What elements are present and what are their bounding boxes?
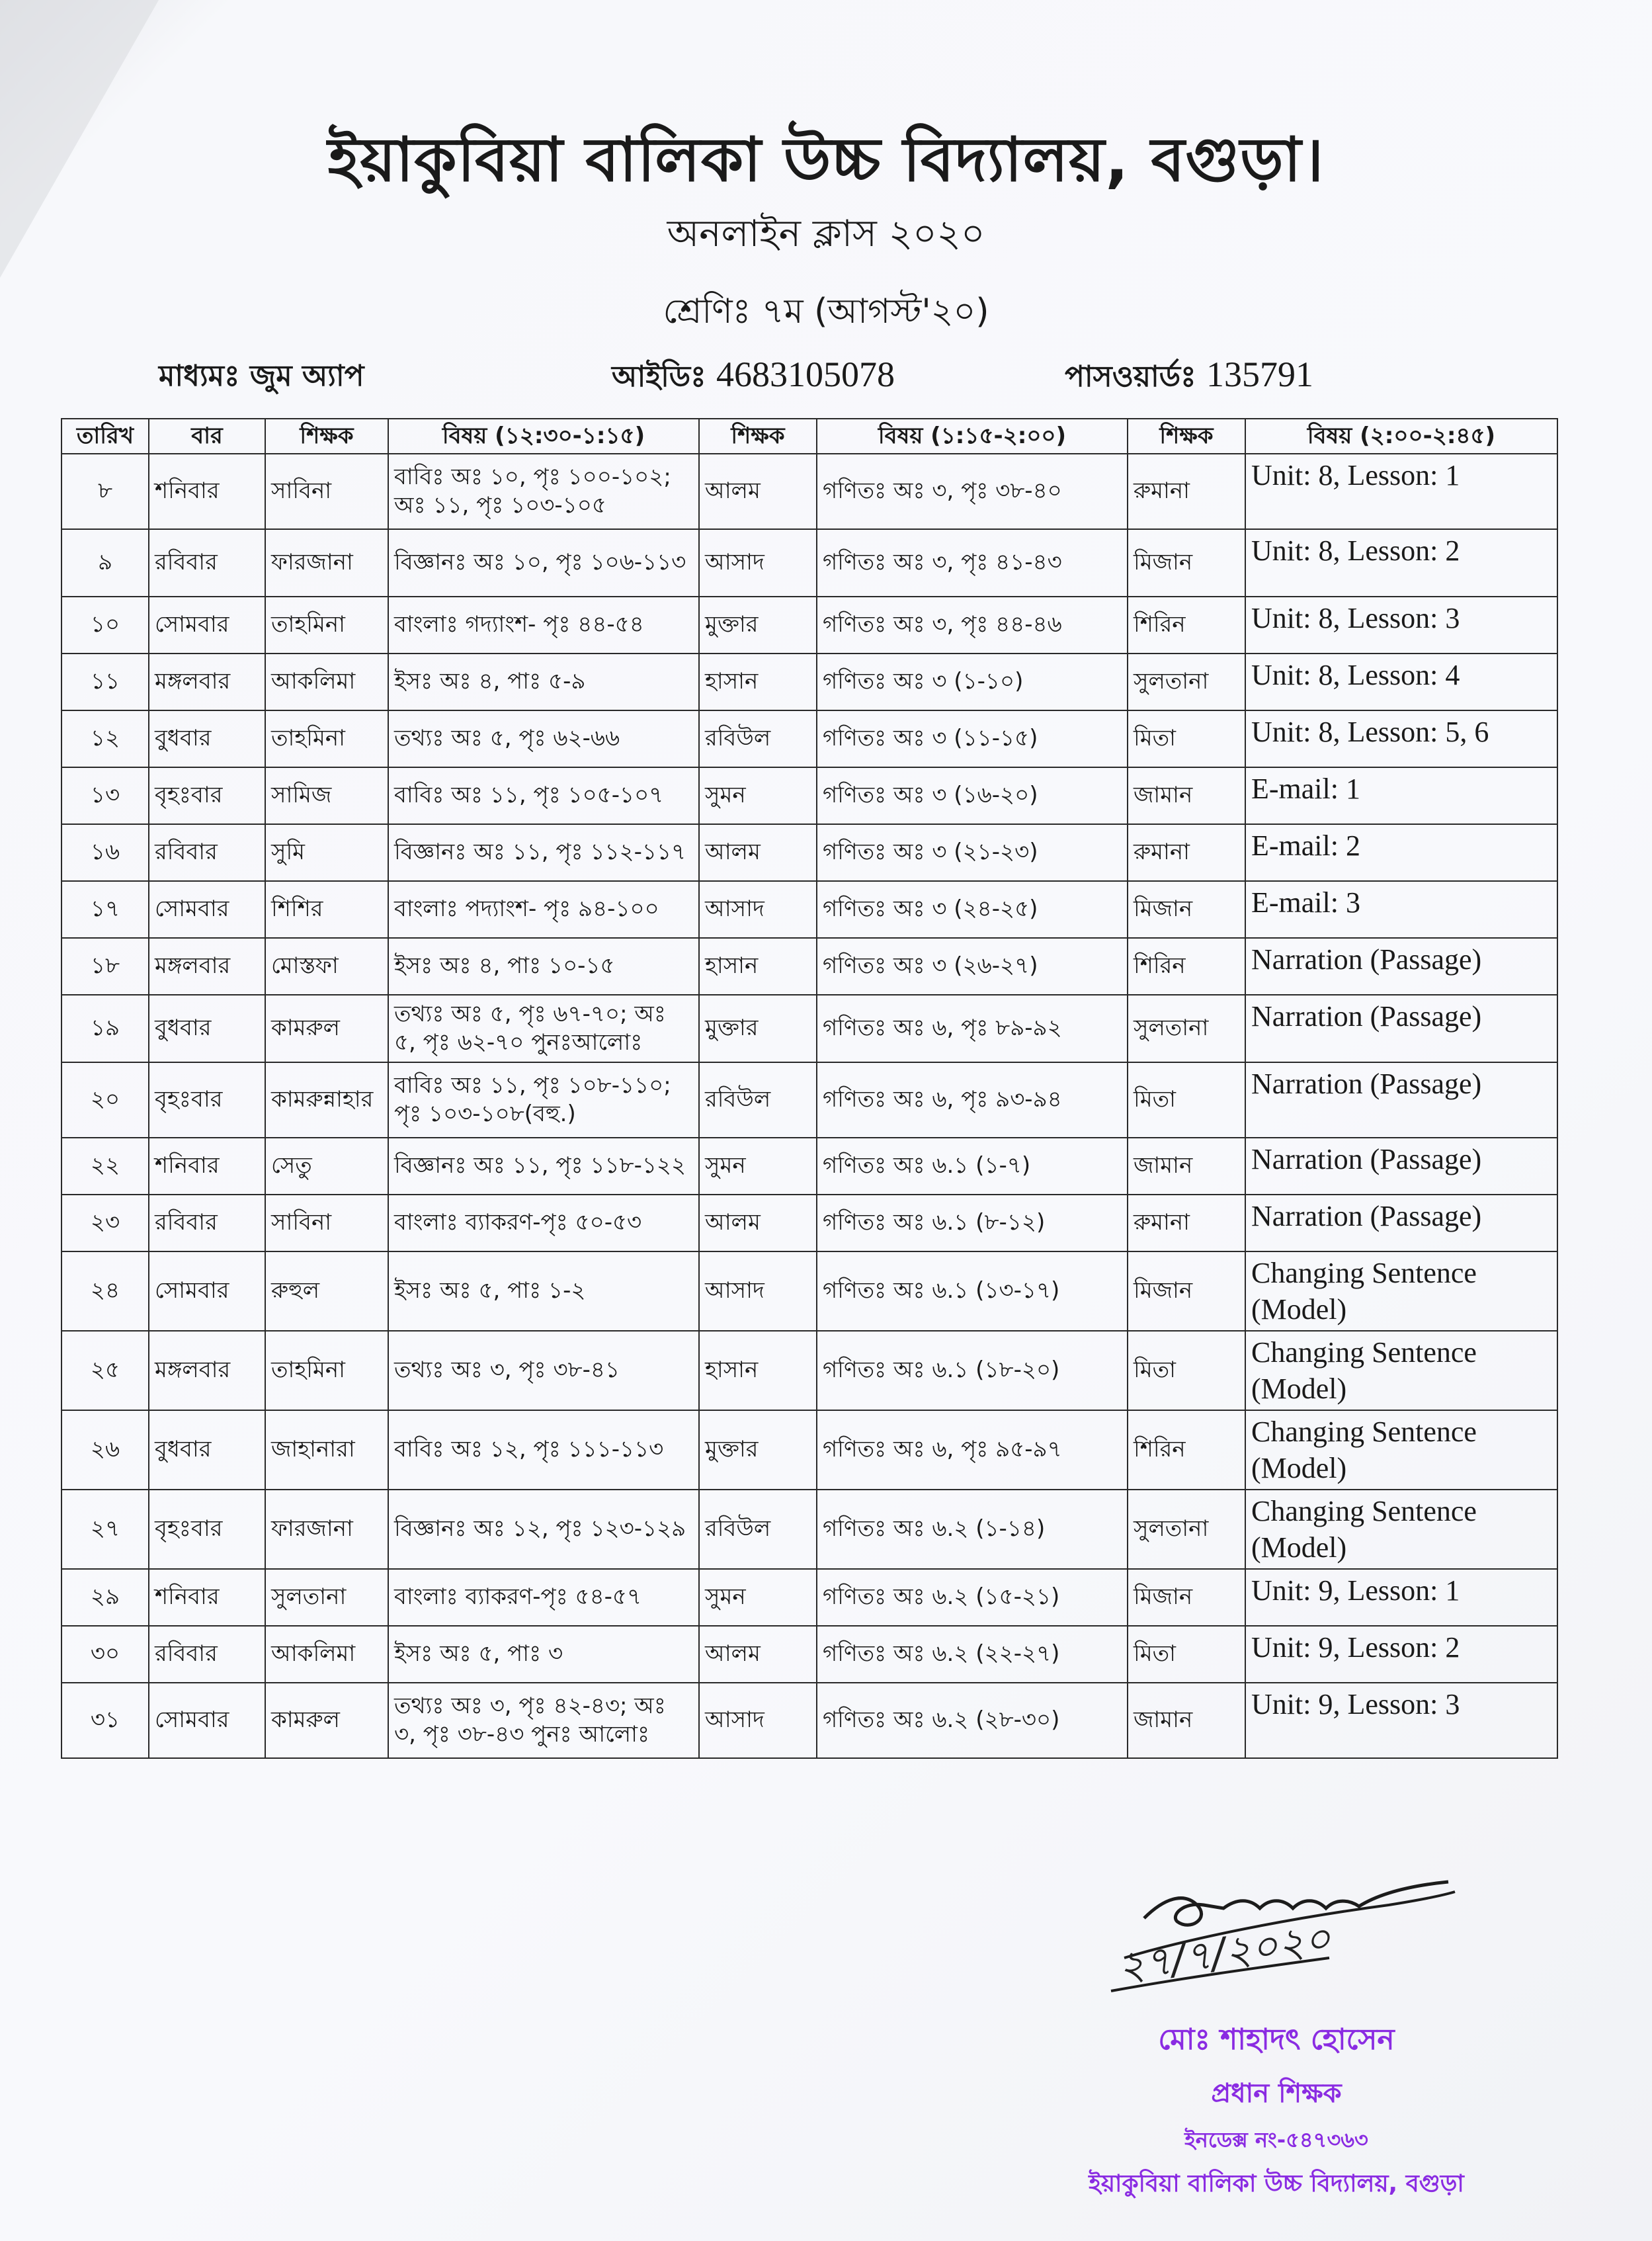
table-row [62, 1410, 1557, 1490]
table-cell: মিজান [1128, 881, 1245, 938]
table-cell: সুলতানা [1128, 1490, 1245, 1569]
table-cell: শনিবার [149, 454, 265, 529]
table-cell: Unit: 8, Lesson: 2 [1245, 529, 1557, 597]
table-cell: রবিউল [699, 1490, 817, 1569]
table-cell: বৃহঃবার [149, 767, 265, 824]
table-cell: গণিতঃ অঃ ৩, পৃঃ ৪১-৪৩ [817, 529, 1128, 597]
table-cell: তথ্যঃ অঃ ৩, পৃঃ ৪২-৪৩; অঃ ৩, পৃঃ ৩৮-৪৩ পুনঃ আলোঃ [388, 1683, 699, 1758]
table-row [62, 1683, 1557, 1758]
table-cell: গণিতঃ অঃ ৬.১ (১-৭) [817, 1138, 1128, 1195]
table-cell: কামরুল [265, 995, 388, 1062]
signature-date: ২৭/৭/২০২০ [1114, 1913, 1334, 1992]
table-row [62, 1569, 1557, 1626]
table-cell: আকলিমা [265, 654, 388, 710]
table-cell: জামান [1128, 767, 1245, 824]
table-cell: ইসঃ অঃ ৫, পাঃ ৩ [388, 1626, 699, 1683]
table-cell: E-mail: 1 [1245, 767, 1557, 824]
table-cell: সাবিনা [265, 454, 388, 529]
column-header: বিষয় (২:০০-২:৪৫) [1245, 419, 1557, 454]
table-cell: মিতা [1128, 710, 1245, 767]
table-cell: বুধবার [149, 1410, 265, 1490]
table-cell: হাসান [699, 938, 817, 995]
medium-value: জুম অ্যাপ [249, 359, 364, 393]
table-cell: কামরুন্নাহার [265, 1062, 388, 1138]
table-cell: গণিতঃ অঃ ৬.২ (১-১৪) [817, 1490, 1128, 1569]
document-subtitle: অনলাইন ক্লাস ২০২০ [667, 212, 985, 255]
table-cell: Narration (Passage) [1245, 1195, 1557, 1251]
table-cell: বৃহঃবার [149, 1490, 265, 1569]
table-cell: মুক্তার [699, 1410, 817, 1490]
table-row [62, 824, 1557, 881]
table-row [62, 1331, 1557, 1410]
table-cell: রবিবার [149, 529, 265, 597]
table-cell: ২৪ [62, 1251, 149, 1331]
table-cell: ২৭ [62, 1490, 149, 1569]
table-cell: রুহুল [265, 1251, 388, 1331]
table-cell: রবিবার [149, 1626, 265, 1683]
table-cell: গণিতঃ অঃ ৬.১ (৮-১২) [817, 1195, 1128, 1251]
password-info [1065, 354, 1313, 403]
table-cell: ৩১ [62, 1683, 149, 1758]
table-cell: বাবিঃ অঃ ১১, পৃঃ ১০৫-১০৭ [388, 767, 699, 824]
table-cell: মোস্তফা [265, 938, 388, 995]
table-row [62, 881, 1557, 938]
table-cell: Unit: 8, Lesson: 1 [1245, 454, 1557, 529]
table-cell: রুমানা [1128, 1195, 1245, 1251]
table-row [62, 767, 1557, 824]
table-cell: Changing Sentence (Model) [1245, 1331, 1557, 1410]
table-cell: শনিবার [149, 1569, 265, 1626]
table-cell: রুমানা [1128, 824, 1245, 881]
table-cell: গণিতঃ অঃ ৩, পৃঃ ৩৮-৪০ [817, 454, 1128, 529]
table-cell: সোমবার [149, 597, 265, 654]
table-cell: মুক্তার [699, 597, 817, 654]
table-cell: গণিতঃ অঃ ৩ (২৬-২৭) [817, 938, 1128, 995]
table-cell: ইসঃ অঃ ৪, পাঃ ১০-১৫ [388, 938, 699, 995]
table-row [62, 597, 1557, 654]
column-header: বার [149, 419, 265, 454]
table-cell: রবিবার [149, 824, 265, 881]
table-cell: ১২ [62, 710, 149, 767]
table-cell: সোমবার [149, 881, 265, 938]
table-cell: তথ্যঃ অঃ ৩, পৃঃ ৩৮-৪১ [388, 1331, 699, 1410]
table-cell: Unit: 9, Lesson: 2 [1245, 1626, 1557, 1683]
table-cell: ২৬ [62, 1410, 149, 1490]
table-cell: ফারজানা [265, 529, 388, 597]
table-cell: ২০ [62, 1062, 149, 1138]
table-cell: বুধবার [149, 995, 265, 1062]
table-cell: মিতা [1128, 1331, 1245, 1410]
table-cell: আলম [699, 454, 817, 529]
table-cell: মঙ্গলবার [149, 1331, 265, 1410]
column-header: শিক্ষক [699, 419, 817, 454]
table-cell: আসাদ [699, 1683, 817, 1758]
table-cell: শিরিন [1128, 597, 1245, 654]
table-cell: ১৮ [62, 938, 149, 995]
table-cell: সুলতানা [1128, 654, 1245, 710]
table-cell: গণিতঃ অঃ ৩, পৃঃ ৪৪-৪৬ [817, 597, 1128, 654]
table-cell: গণিতঃ অঃ ৩ (২৪-২৫) [817, 881, 1128, 938]
table-cell: ৮ [62, 454, 149, 529]
medium-label: মাধ্যমঃ [159, 359, 240, 393]
table-cell: E-mail: 2 [1245, 824, 1557, 881]
table-cell: সামিজ [265, 767, 388, 824]
table-row [62, 1138, 1557, 1195]
table-body [62, 454, 1557, 1758]
table-cell: Changing Sentence (Model) [1245, 1490, 1557, 1569]
headmaster-stamp [1052, 2017, 1501, 2205]
table-cell: আসাদ [699, 1251, 817, 1331]
table-cell: হাসান [699, 654, 817, 710]
table-cell: ইসঃ অঃ ৪, পাঃ ৫-৯ [388, 654, 699, 710]
table-row [62, 1626, 1557, 1683]
stamp-index: ইনডেক্স নং-৫৪৭৩৬৩ [1184, 2127, 1368, 2152]
table-cell: শিরিন [1128, 938, 1245, 995]
table-cell: বাংলাঃ পদ্যাংশ- পৃঃ ৯৪-১০০ [388, 881, 699, 938]
password-value: 135791 [1206, 355, 1313, 394]
schedule-table [61, 418, 1558, 1759]
table-cell: ১৩ [62, 767, 149, 824]
table-cell: Narration (Passage) [1245, 1138, 1557, 1195]
table-cell: গণিতঃ অঃ ৬, পৃঃ ৯৫-৯৭ [817, 1410, 1128, 1490]
table-cell: সুমন [699, 1569, 817, 1626]
table-cell: সোমবার [149, 1251, 265, 1331]
table-cell: বাংলাঃ ব্যাকরণ-পৃঃ ৫৪-৫৭ [388, 1569, 699, 1626]
table-cell: রুমানা [1128, 454, 1245, 529]
table-cell: জামান [1128, 1138, 1245, 1195]
table-row [62, 1251, 1557, 1331]
table-cell: Changing Sentence (Model) [1245, 1251, 1557, 1331]
table-cell: সুলতানা [1128, 995, 1245, 1062]
table-cell: মিজান [1128, 1569, 1245, 1626]
table-cell: Unit: 9, Lesson: 3 [1245, 1683, 1557, 1758]
table-cell: Unit: 8, Lesson: 5, 6 [1245, 710, 1557, 767]
table-cell: তথ্যঃ অঃ ৫, পৃঃ ৬২-৬৬ [388, 710, 699, 767]
table-cell: হাসান [699, 1331, 817, 1410]
table-cell: জামান [1128, 1683, 1245, 1758]
table-cell: গণিতঃ অঃ ৩ (২১-২৩) [817, 824, 1128, 881]
table-cell: আসাদ [699, 881, 817, 938]
column-header: বিষয় (১:১৫-২:০০) [817, 419, 1128, 454]
table-cell: বাবিঃ অঃ ১২, পৃঃ ১১১-১১৩ [388, 1410, 699, 1490]
table-cell: ২৫ [62, 1331, 149, 1410]
table-cell: ১১ [62, 654, 149, 710]
table-row [62, 1490, 1557, 1569]
table-cell: ১৭ [62, 881, 149, 938]
table-cell: মিজান [1128, 529, 1245, 597]
column-header: তারিখ [62, 419, 149, 454]
table-cell: রবিউল [699, 1062, 817, 1138]
table-cell: শিরিন [1128, 1410, 1245, 1490]
meeting-id-value: 4683105078 [716, 355, 895, 394]
table-cell: সুমন [699, 767, 817, 824]
table-cell: গণিতঃ অঃ ৬.২ (১৫-২১) [817, 1569, 1128, 1626]
table-row [62, 454, 1557, 529]
meeting-id-label: আইডিঃ [612, 360, 706, 394]
meeting-id-info [612, 354, 895, 403]
table-cell: বিজ্ঞানঃ অঃ ১১, পৃঃ ১১৮-১২২ [388, 1138, 699, 1195]
table-cell: বাবিঃ অঃ ১০, পৃঃ ১০০-১০২; অঃ ১১, পৃঃ ১০৩-১০৫ [388, 454, 699, 529]
table-cell: জাহানারা [265, 1410, 388, 1490]
table-cell: গণিতঃ অঃ ৬.২ (২৮-৩০) [817, 1683, 1128, 1758]
table-cell: সাবিনা [265, 1195, 388, 1251]
school-title: ইয়াকুবিয়া বালিকা উচ্চ বিদ্যালয়, বগুড়া। [327, 124, 1325, 195]
table-cell: মঙ্গলবার [149, 938, 265, 995]
class-line: শ্রেণিঃ ৭ম (আগস্ট'২০) [663, 292, 989, 331]
table-cell: Unit: 8, Lesson: 4 [1245, 654, 1557, 710]
table-cell: বাংলাঃ ব্যাকরণ-পৃঃ ৫০-৫৩ [388, 1195, 699, 1251]
table-cell: মিতা [1128, 1626, 1245, 1683]
table-cell: মিতা [1128, 1062, 1245, 1138]
table-row [62, 529, 1557, 597]
table-cell: সুমন [699, 1138, 817, 1195]
table-cell: ৩০ [62, 1626, 149, 1683]
table-cell: ২২ [62, 1138, 149, 1195]
table-cell: রবিউল [699, 710, 817, 767]
table-cell: গণিতঃ অঃ ৬.২ (২২-২৭) [817, 1626, 1128, 1683]
table-cell: গণিতঃ অঃ ৩ (১-১০) [817, 654, 1128, 710]
table-cell: ১০ [62, 597, 149, 654]
table-cell: মুক্তার [699, 995, 817, 1062]
table-cell: আকলিমা [265, 1626, 388, 1683]
table-row [62, 995, 1557, 1062]
table-row [62, 1062, 1557, 1138]
column-header: বিষয় (১২:৩০-১:১৫) [388, 419, 699, 454]
table-cell: তাহমিনা [265, 597, 388, 654]
table-cell: সেতু [265, 1138, 388, 1195]
table-cell: শিশির [265, 881, 388, 938]
table-cell: সোমবার [149, 1683, 265, 1758]
table-cell: ১৬ [62, 824, 149, 881]
table-cell: গণিতঃ অঃ ৬, পৃঃ ৯৩-৯৪ [817, 1062, 1128, 1138]
table-cell: সুমি [265, 824, 388, 881]
table-cell: ২৩ [62, 1195, 149, 1251]
table-cell: তথ্যঃ অঃ ৫, পৃঃ ৬৭-৭০; অঃ ৫, পৃঃ ৬২-৭০ পুনঃআলোঃ [388, 995, 699, 1062]
table-cell: গণিতঃ অঃ ৬.১ (১৩-১৭) [817, 1251, 1128, 1331]
table-cell: মিজান [1128, 1251, 1245, 1331]
table-cell: আলম [699, 1626, 817, 1683]
table-cell: গণিতঃ অঃ ৬.১ (১৮-২০) [817, 1331, 1128, 1410]
table-cell: কামরুল [265, 1683, 388, 1758]
table-cell: গণিতঃ অঃ ৬, পৃঃ ৮৯-৯২ [817, 995, 1128, 1062]
table-cell: রবিবার [149, 1195, 265, 1251]
table-cell: গণিতঃ অঃ ৩ (১১-১৫) [817, 710, 1128, 767]
table-cell: ৯ [62, 529, 149, 597]
table-cell: ১৯ [62, 995, 149, 1062]
table-row [62, 1195, 1557, 1251]
table-cell: ২৯ [62, 1569, 149, 1626]
column-header: শিক্ষক [265, 419, 388, 454]
table-cell: বুধবার [149, 710, 265, 767]
table-cell: Changing Sentence (Model) [1245, 1410, 1557, 1490]
table-cell: ইসঃ অঃ ৫, পাঃ ১-২ [388, 1251, 699, 1331]
table-cell: আসাদ [699, 529, 817, 597]
table-cell: Unit: 9, Lesson: 1 [1245, 1569, 1557, 1626]
table-cell: ফারজানা [265, 1490, 388, 1569]
table-cell: তাহমিনা [265, 1331, 388, 1410]
table-cell: বিজ্ঞানঃ অঃ ১০, পৃঃ ১০৬-১১৩ [388, 529, 699, 597]
table-cell: তাহমিনা [265, 710, 388, 767]
table-cell: Narration (Passage) [1245, 1062, 1557, 1138]
table-cell: বিজ্ঞানঃ অঃ ১১, পৃঃ ১১২-১১৭ [388, 824, 699, 881]
stamp-designation: প্রধান শিক্ষক [1211, 2078, 1342, 2109]
table-cell: গণিতঃ অঃ ৩ (১৬-২০) [817, 767, 1128, 824]
table-cell: Unit: 8, Lesson: 3 [1245, 597, 1557, 654]
table-cell: বাবিঃ অঃ ১১, পৃঃ ১০৮-১১০; পৃঃ ১০৩-১০৮(বহু.) [388, 1062, 699, 1138]
table-row [62, 710, 1557, 767]
table-row [62, 938, 1557, 995]
column-header: শিক্ষক [1128, 419, 1245, 454]
stamp-school: ইয়াকুবিয়া বালিকা উচ্চ বিদ্যালয়, বগুড়া [1089, 2170, 1464, 2197]
table-header-row [62, 419, 1557, 454]
table-cell: Narration (Passage) [1245, 995, 1557, 1062]
table-cell: বাংলাঃ গদ্যাংশ- পৃঃ ৪৪-৫৪ [388, 597, 699, 654]
password-label: পাসওয়ার্ডঃ [1065, 360, 1196, 394]
table-cell: E-mail: 3 [1245, 881, 1557, 938]
table-cell: Narration (Passage) [1245, 938, 1557, 995]
table-cell: বিজ্ঞানঃ অঃ ১২, পৃঃ ১২৩-১২৯ [388, 1490, 699, 1569]
table-row [62, 654, 1557, 710]
table-cell: আলম [699, 1195, 817, 1251]
table-cell: সুলতানা [265, 1569, 388, 1626]
table-cell: মঙ্গলবার [149, 654, 265, 710]
table-cell: আলম [699, 824, 817, 881]
stamp-name: মোঃ শাহাদৎ হোসেন [1158, 2023, 1395, 2056]
table-cell: শনিবার [149, 1138, 265, 1195]
medium-info [159, 354, 364, 402]
table-cell: বৃহঃবার [149, 1062, 265, 1138]
